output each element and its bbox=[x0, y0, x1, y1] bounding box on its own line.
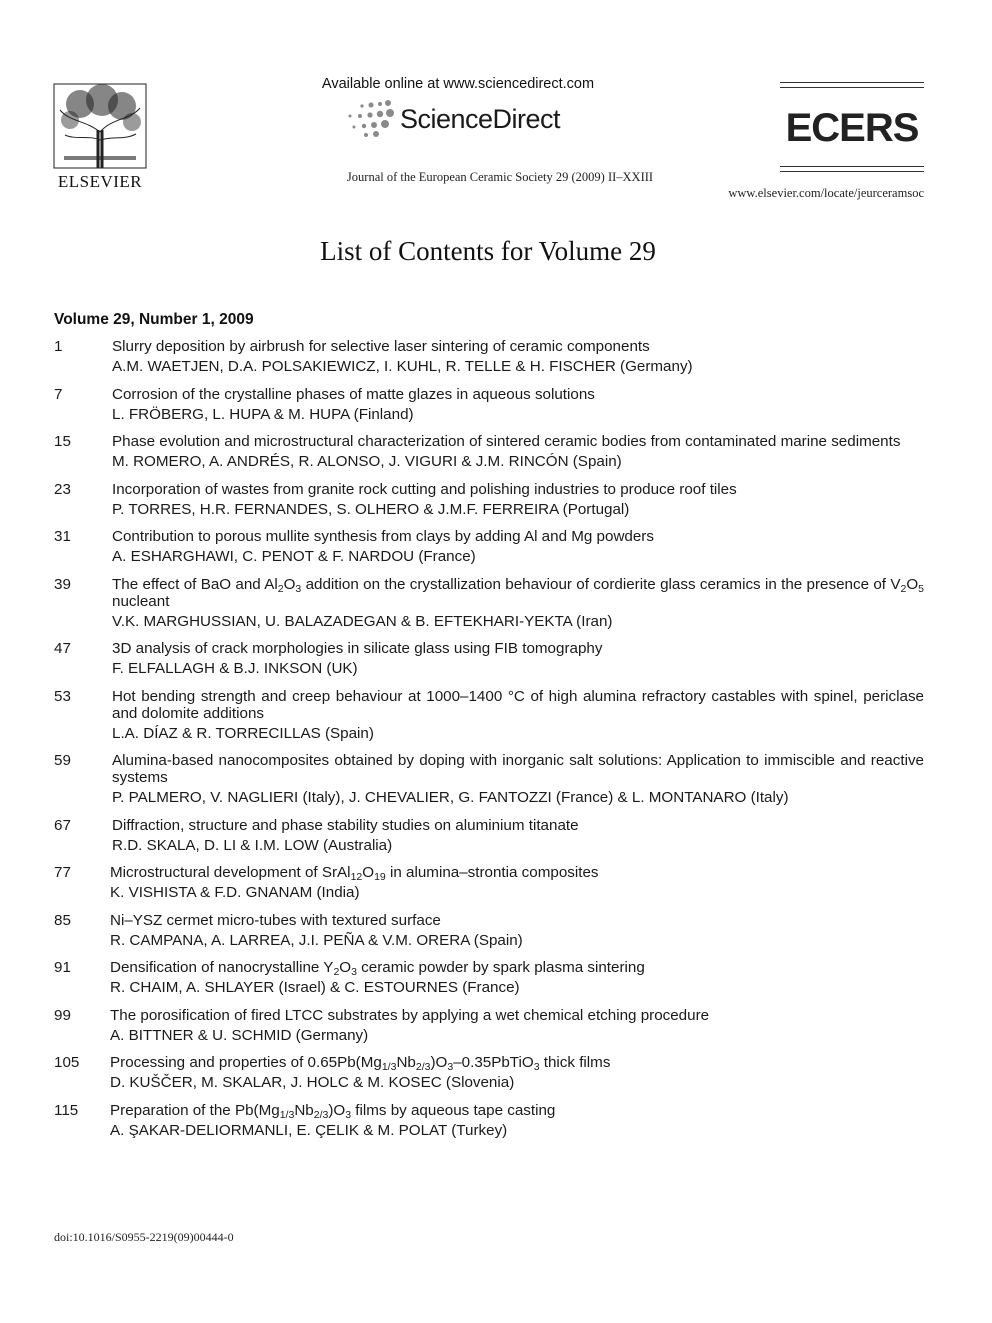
entry-page-number: 53 bbox=[54, 687, 71, 705]
ecers-rule-bottom-2 bbox=[780, 171, 924, 172]
entry-page-number: 39 bbox=[54, 575, 71, 593]
entry-title: The effect of BaO and $Al_2O_3$ addition on the crystallization behaviour of cordierite glass ceramics in the presence of $V_2O_5$ nucleant bbox=[112, 575, 924, 610]
entry-page-number: 67 bbox=[54, 816, 71, 834]
list-item[interactable] bbox=[54, 528, 924, 566]
list-item[interactable] bbox=[54, 959, 924, 997]
entry-authors: K. VISHISTA & F.D. GNANAM (India) bbox=[110, 884, 360, 901]
entry-title: Densification of nanocrystalline $Y_2O_3$ ceramic powder by spark plasma sintering bbox=[110, 959, 645, 978]
elsevier-wordmark: ELSEVIER bbox=[57, 172, 143, 191]
entry-title: Alumina-based nanocomposites obtained by doping with inorganic salt solutions: Application to immiscible and reactive systems bbox=[112, 752, 924, 786]
list-item[interactable] bbox=[54, 912, 924, 950]
list-item[interactable] bbox=[54, 688, 924, 743]
elsevier-tree-icon bbox=[50, 80, 150, 172]
entry-authors: A. BITTNER & U. SCHMID (Germany) bbox=[110, 1026, 369, 1044]
entry-authors: V.K. MARGHUSSIAN, U. BALAZADEGAN & B. EFTEKHARI-YEKTA (Iran) bbox=[112, 612, 613, 630]
entry-title: Hot bending strength and creep behaviour at 1000–1400 °C of high alumina refractory castables with spinel, periclase and dolomite additions bbox=[112, 687, 924, 722]
contents-list bbox=[54, 338, 924, 1149]
entry-page-number: 1 bbox=[54, 338, 63, 355]
list-item[interactable] bbox=[54, 752, 924, 807]
list-item[interactable] bbox=[54, 640, 924, 678]
list-item[interactable] bbox=[54, 386, 924, 424]
ecers-rule-top bbox=[780, 82, 924, 83]
issue-heading: Volume 29, Number 1, 2009 bbox=[54, 311, 254, 328]
entry-page-number: 7 bbox=[54, 385, 63, 403]
available-online-text[interactable]: Available online at www.sciencedirect.com bbox=[321, 76, 595, 92]
doi[interactable]: doi:10.1016/S0955-2219(09)00444-0 bbox=[54, 1230, 234, 1244]
entry-authors: A. ŞAKAR-DELIORMANLI, E. ÇELIK & M. POLAT (Turkey) bbox=[110, 1121, 508, 1139]
entry-title: 3D analysis of crack morphologies in silicate glass using FIB tomography bbox=[112, 640, 603, 657]
list-item[interactable] bbox=[54, 433, 924, 471]
entry-authors: R. CHAIM, A. SHLAYER (Israel) & C. ESTOURNES (France) bbox=[110, 979, 520, 996]
entry-title: Preparation of the $Pb(Mg_{1/3}Nb_{2/3})O_3$ films by aqueous tape casting bbox=[110, 1101, 556, 1121]
sciencedirect-dots-icon bbox=[340, 98, 400, 140]
entry-page-number: 115 bbox=[54, 1101, 79, 1119]
entry-authors: A.M. WAETJEN, D.A. POLSAKIEWICZ, I. KUHL, R. TELLE & H. FISCHER (Germany) bbox=[112, 358, 693, 375]
elsevier-logo bbox=[50, 80, 150, 190]
list-item[interactable] bbox=[54, 1007, 924, 1045]
entry-page-number: 59 bbox=[54, 752, 71, 769]
entry-page-number: 105 bbox=[54, 1054, 80, 1071]
ecers-rule-bottom bbox=[780, 166, 924, 167]
entry-title: The porosification of fired LTCC substrates by applying a wet chemical etching procedure bbox=[110, 1006, 710, 1024]
entry-authors: F. ELFALLAGH & B.J. INKSON (UK) bbox=[112, 660, 358, 677]
list-item[interactable] bbox=[54, 338, 924, 376]
entry-title: Incorporation of wastes from granite rock cutting and polishing industries to produce roof tiles bbox=[112, 480, 737, 498]
entry-authors: L. FRÖBERG, L. HUPA & M. HUPA (Finland) bbox=[112, 405, 414, 423]
entry-authors: R.D. SKALA, D. LI & I.M. LOW (Australia) bbox=[112, 836, 393, 854]
ecers-logo bbox=[780, 82, 924, 172]
list-item[interactable] bbox=[54, 481, 924, 519]
entry-page-number: 47 bbox=[54, 640, 71, 657]
ecers-wordmark: ECERS bbox=[785, 106, 919, 150]
entry-authors: R. CAMPANA, A. LARREA, J.I. PEÑA & V.M. ORERA (Spain) bbox=[110, 931, 523, 949]
entry-title: Phase evolution and microstructural characterization of sintered ceramic bodies from contaminated marine sediments bbox=[112, 433, 901, 450]
entry-title: Microstructural development of $SrAl_{12}O_{19}$ in alumina–strontia composites bbox=[110, 864, 599, 883]
sciencedirect-wordmark: ScienceDirect bbox=[400, 104, 561, 134]
journal-citation: Journal of the European Ceramic Society 29 (2009) II–XXIII bbox=[346, 170, 654, 184]
list-item[interactable] bbox=[54, 1102, 924, 1140]
entry-page-number: 15 bbox=[54, 433, 71, 450]
entry-authors: A. ESHARGHAWI, C. PENOT & F. NARDOU (France) bbox=[112, 548, 476, 565]
entry-title: Ni–YSZ cermet micro-tubes with textured surface bbox=[110, 911, 441, 929]
entry-title: Slurry deposition by airbrush for selective laser sintering of ceramic components bbox=[112, 338, 650, 355]
entry-title: Contribution to porous mullite synthesis from clays by adding Al and Mg powders bbox=[112, 528, 654, 545]
entry-title: Processing and properties of $0.65Pb(Mg_{1/3}Nb_{2/3})O_3-0.35PbTiO_3$ thick films bbox=[110, 1054, 611, 1073]
list-item[interactable] bbox=[54, 864, 924, 902]
entry-page-number: 85 bbox=[54, 911, 71, 929]
entry-title: Diffraction, structure and phase stability studies on aluminium titanate bbox=[112, 816, 579, 834]
entry-page-number: 23 bbox=[54, 480, 71, 498]
entry-authors: P. PALMERO, V. NAGLIERI (Italy), J. CHEVALIER, G. FANTOZZI (France) & L. MONTANARO (Italy) bbox=[112, 789, 789, 806]
list-item[interactable] bbox=[54, 1054, 924, 1092]
entry-authors: L.A. DÍAZ & R. TORRECILLAS (Spain) bbox=[112, 724, 374, 742]
entry-page-number: 31 bbox=[54, 528, 71, 545]
entry-title: Corrosion of the crystalline phases of matte glazes in aqueous solutions bbox=[112, 385, 595, 403]
entry-authors: M. ROMERO, A. ANDRÉS, R. ALONSO, J. VIGURI & J.M. RINCÓN (Spain) bbox=[112, 453, 622, 470]
list-item[interactable] bbox=[54, 576, 924, 631]
entry-page-number: 99 bbox=[54, 1006, 71, 1024]
sciencedirect-logo bbox=[340, 98, 600, 140]
journal-url[interactable]: www.elsevier.com/locate/jeurceramsoc bbox=[728, 186, 924, 200]
entry-authors: P. TORRES, H.R. FERNANDES, S. OLHERO & J.M.F. FERREIRA (Portugal) bbox=[112, 500, 630, 518]
entry-page-number: 91 bbox=[54, 959, 71, 976]
ecers-rule-top-2 bbox=[780, 87, 924, 88]
entry-authors: D. KUŠČER, M. SKALAR, J. HOLC & M. KOSEC (Slovenia) bbox=[110, 1074, 515, 1091]
list-item[interactable] bbox=[54, 817, 924, 855]
entry-page-number: 77 bbox=[54, 864, 71, 881]
page-title: List of Contents for Volume 29 bbox=[320, 236, 656, 266]
